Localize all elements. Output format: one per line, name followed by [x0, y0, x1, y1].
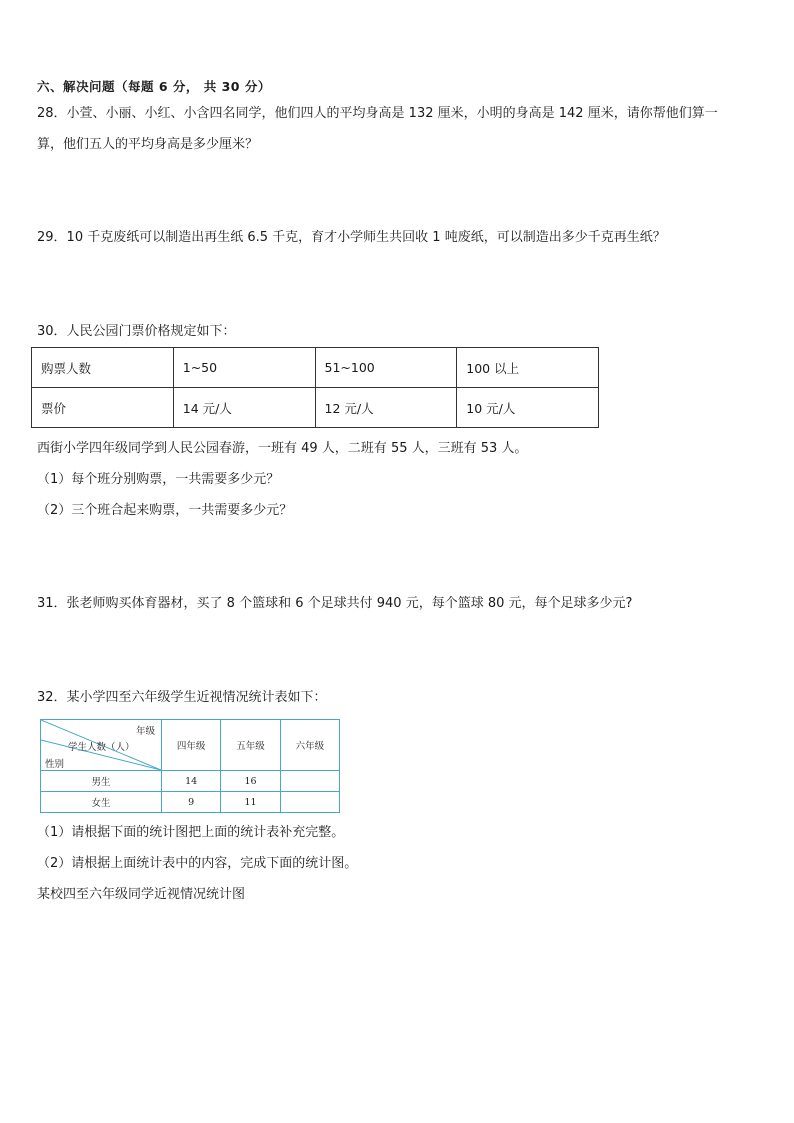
- ticket-price-table: [31, 347, 599, 428]
- price-table-row: [32, 388, 599, 428]
- question-32-sub-2: （2）请根据上面统计表中的内容，完成下面的统计图。: [37, 856, 358, 871]
- question-32-intro: 32．某小学四至六年级学生近视情况统计表如下：: [37, 690, 327, 705]
- column-header: 六年级: [280, 720, 339, 771]
- question-28-line-2: 算，他们五人的平均身高是多少厘米？: [37, 137, 259, 152]
- header-gender-label: 性别: [45, 759, 65, 770]
- header-count-label: 学生人数（人）: [68, 742, 135, 753]
- price-table-cell: 10 元/人: [457, 388, 599, 428]
- stat-table-header-row: [41, 720, 340, 771]
- section-title: 六、解决问题（每题 6 分， 共 30 分）: [37, 79, 271, 94]
- stat-cell: 14: [162, 771, 221, 792]
- column-header: 五年级: [221, 720, 280, 771]
- stat-cell: [280, 792, 339, 813]
- stat-cell: [280, 771, 339, 792]
- row-label: 女生: [41, 792, 162, 813]
- myopia-stat-table: [40, 719, 340, 813]
- question-31: 31．张老师购买体育器材，买了 8 个篮球和 6 个足球共付 940 元，每个篮球 80 元，每个足球多少元?: [37, 596, 633, 611]
- question-30-sub-1: （1）每个班分别购票，一共需要多少元？: [37, 472, 280, 487]
- stat-cell: 9: [162, 792, 221, 813]
- header-year-label: 年级: [135, 726, 155, 737]
- question-32-sub-1: （1）请根据下面的统计图把上面的统计表补充完整。: [37, 825, 345, 840]
- myopia-stat-table-wrap: [40, 719, 340, 809]
- price-table-row: [32, 348, 599, 388]
- question-28-line-1: 28．小萱、小丽、小红、小含四名同学，他们四人的平均身高是 132 厘米，小明的身高是 142 厘米，请你帮他们算一: [37, 106, 718, 121]
- stat-cell: 16: [221, 771, 280, 792]
- stat-cell: 11: [221, 792, 280, 813]
- chart-caption: 某校四至六年级同学近视情况统计图: [37, 887, 246, 902]
- question-29: 29．10 千克废纸可以制造出再生纸 6.5 千克，育才小学师生共回收 1 吨废纸，可以制造出多少千克再生纸？: [37, 230, 666, 245]
- price-table-cell: 51~100: [315, 348, 457, 388]
- row-label: 男生: [41, 771, 162, 792]
- price-table-cell: 14 元/人: [173, 388, 315, 428]
- price-table-cell: 购票人数: [32, 348, 174, 388]
- question-30-sub-2: （2）三个班合起来购票，一共需要多少元？: [37, 503, 293, 518]
- price-table-cell: 100 以上: [457, 348, 599, 388]
- question-30-description: 西街小学四年级同学到人民公园春游，一班有 49 人，二班有 55 人，三班有 53 人。: [37, 441, 528, 456]
- stat-table-diagonal-header: [41, 720, 162, 771]
- price-table-cell: 1~50: [173, 348, 315, 388]
- question-30-intro: 30．人民公园门票价格规定如下：: [37, 324, 236, 339]
- column-header: 四年级: [162, 720, 221, 771]
- price-table-cell: 12 元/人: [315, 388, 457, 428]
- stat-table-row: [41, 792, 340, 813]
- price-table-cell: 票价: [32, 388, 174, 428]
- stat-table-row: [41, 771, 340, 792]
